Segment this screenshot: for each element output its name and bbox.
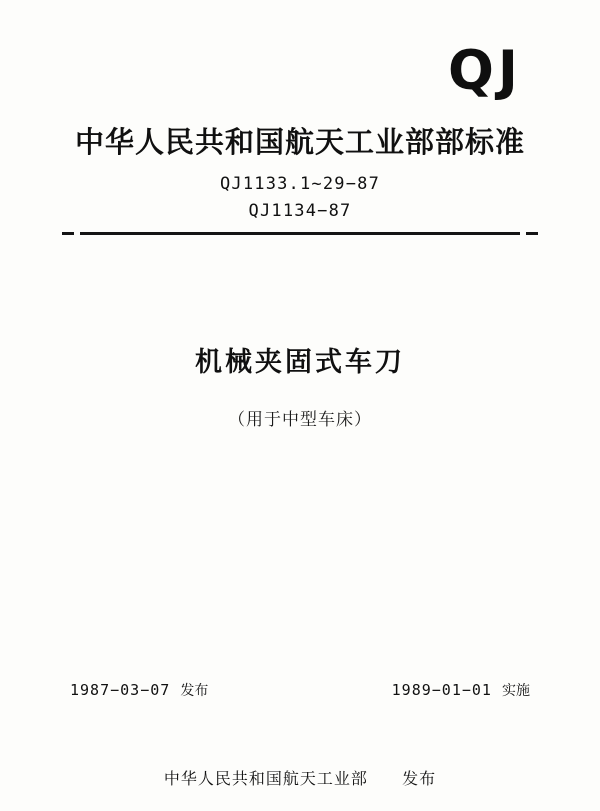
- standard-number-primary: QJ1133.1~29−87: [219, 174, 381, 194]
- dates-row: [70, 680, 530, 700]
- publisher-footer: [0, 766, 600, 789]
- publisher-name: 中华人民共和国航天工业部: [163, 769, 368, 788]
- issue-date-cell: [70, 680, 208, 700]
- issuing-authority-heading: 中华人民共和国航天工业部部标准: [74, 125, 525, 159]
- standard-number-secondary: QJ1134−87: [248, 200, 352, 221]
- standard-number-block: [0, 172, 600, 224]
- effective-date-label: 实施: [502, 683, 530, 699]
- publisher-action-label: 发布: [402, 769, 437, 788]
- document-subtitle: （用于中型车床）: [228, 410, 372, 430]
- issue-date-label: 发布: [180, 683, 209, 699]
- horizontal-divider: [62, 232, 538, 235]
- document-title: 机械夹固式车刀: [195, 347, 405, 378]
- issue-date-value: 1987−03−07: [70, 681, 171, 699]
- qj-logo: QJ: [448, 39, 522, 102]
- effective-date-value: 1989−01−01: [391, 681, 492, 699]
- effective-date-cell: [392, 680, 530, 700]
